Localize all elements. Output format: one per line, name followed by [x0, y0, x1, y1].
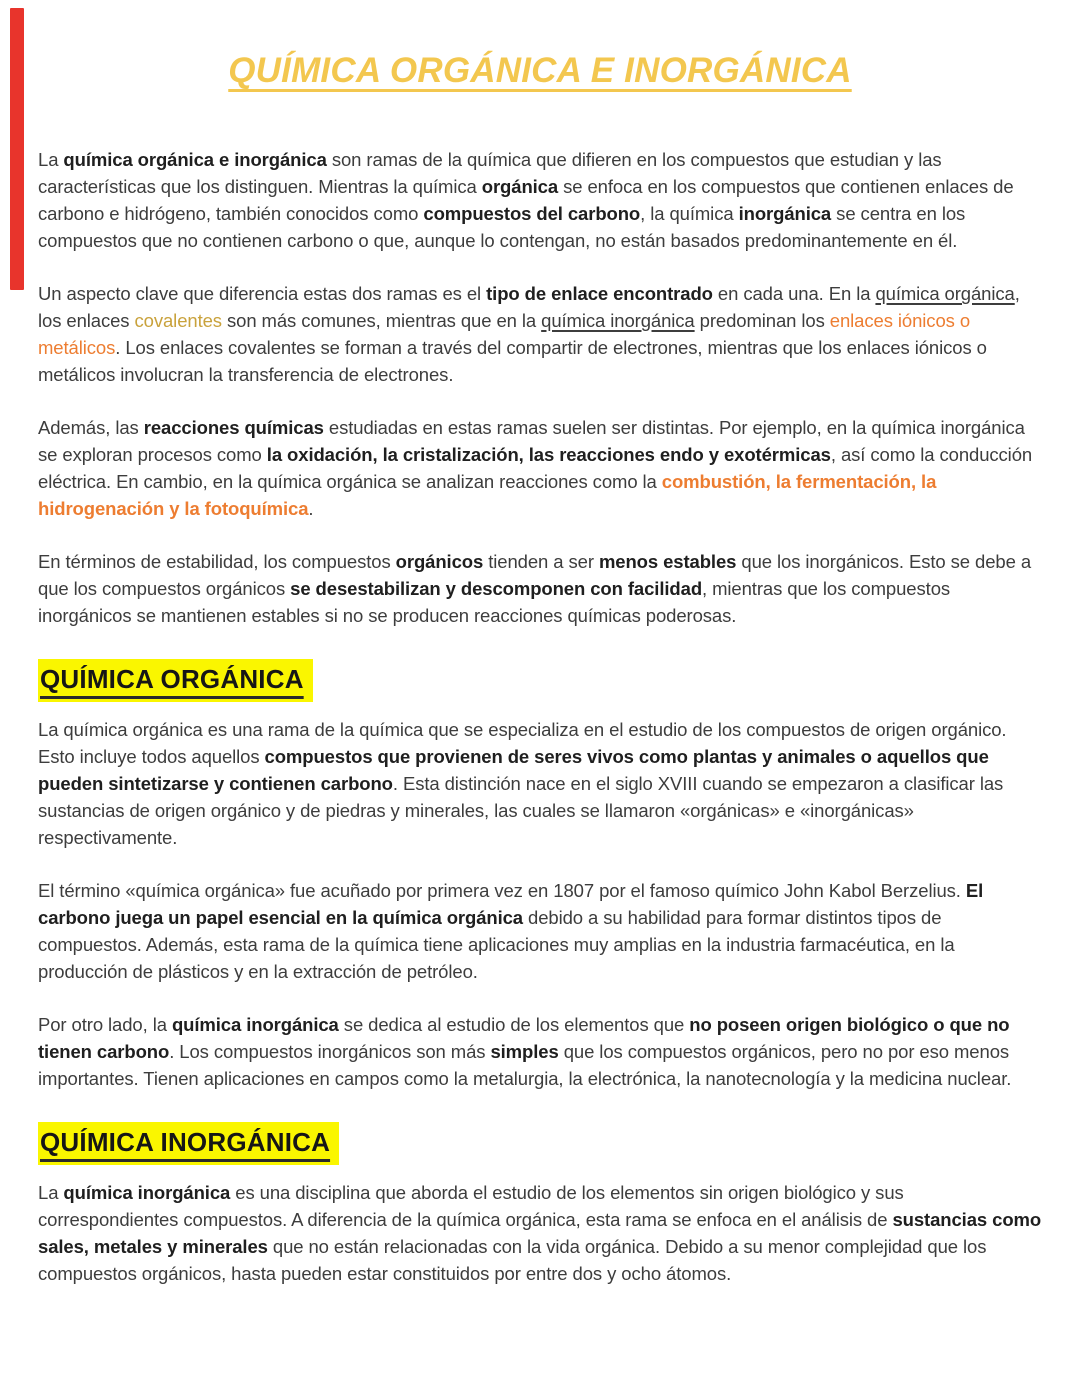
text-run: , así como la conducción eléctrica. En cambio, en la química orgánica se analizan reacciones como la [38, 444, 1033, 492]
text-run: . Los enlaces covalentes se forman a través del compartir de electrones, mientras que los enlaces iónicos o metálicos involucran la transferencia de electrones. [38, 337, 987, 385]
text-run: química inorgánica [63, 1182, 231, 1203]
text-run: que los compuestos orgánicos, pero no por eso menos importantes. Tienen aplicaciones en campos como la metalurgia, la electrónica, la nanotecnología y la medicina nuclear. [38, 1041, 1012, 1089]
paragraph-tipo-enlace [38, 280, 1042, 388]
text-run: en cada una. En la [712, 283, 876, 304]
text-run: debido a su habilidad para formar distintos tipos de compuestos. Además, esta rama de la química tiene aplicaciones muy amplias en la industria farmacéutica, en la producción de plásticos y en la extracción de petróleo. [38, 907, 955, 982]
text-run: Además, las [38, 417, 144, 438]
text-run: compuestos que provienen de seres vivos como plantas y animales o aquellos que pueden sintetizarse y contienen carbono [38, 746, 989, 794]
text-run: se desestabilizan y descomponen con facilidad [290, 578, 703, 599]
text-run: . [308, 498, 314, 519]
text-run: es una disciplina que aborda el estudio de los elementos sin origen biológico y sus correspondientes compuestos. A diferencia de la química orgánica, esta rama se enfoca en el análisis de [38, 1182, 904, 1230]
text-run: que no están relacionadas con la vida orgánica. Debido a su menor complejidad que los compuestos orgánicos, hasta pueden estar constituidos por entre dos y ocho átomos. [38, 1236, 987, 1284]
text-run: La química orgánica es una rama de la química que se especializa en el estudio de los compuestos de origen orgánico. Esto incluye todos aquellos [38, 719, 1007, 767]
section-heading-quimica-inorganica-text: QUÍMICA INORGÁNICA [38, 1122, 339, 1165]
text-run: tipo de enlace encontrado [486, 283, 713, 304]
text-run: enlaces iónicos o metálicos [38, 310, 971, 358]
paragraph-intro [38, 146, 1042, 254]
text-run: El carbono juega un papel esencial en la química orgánica [38, 880, 984, 928]
text-run: orgánica [481, 176, 559, 197]
text-run: química inorgánica [541, 310, 695, 331]
text-run: la oxidación, la cristalización, las reacciones endo y exotérmicas [266, 444, 831, 465]
text-run: son más comunes, mientras que en la [221, 310, 542, 331]
paragraph-organica-definicion [38, 716, 1042, 851]
paragraph-reacciones [38, 414, 1042, 522]
text-run: menos estables [598, 551, 737, 572]
text-run: combustión, la fermentación, la hidrogenación y la fotoquímica [38, 471, 937, 519]
paragraph-inorganica-resumen [38, 1011, 1042, 1092]
text-run: compuestos del carbono [423, 203, 641, 224]
text-run: simples [490, 1041, 559, 1062]
text-run: se centra en los compuestos que no contienen carbono o que, aunque lo contengan, no están basados predominantemente en él. [38, 203, 966, 251]
section-heading-quimica-organica [38, 659, 1042, 702]
text-run: . Esta distinción nace en el siglo XVIII cuando se empezaron a clasificar las sustancias de origen orgánico y de piedras y minerales, las cuales se llamaron «orgánicas» e «inorgánicas» respectivamente. [38, 773, 1004, 848]
text-run: son ramas de la química que difieren en los compuestos que estudian y las características que los distinguen. Mientras la química [38, 149, 942, 197]
text-run: sustancias como sales, metales y minerales [38, 1209, 1042, 1257]
text-run: reacciones químicas [143, 417, 324, 438]
document-title: QUÍMICA ORGÁNICA E INORGÁNICA [228, 51, 852, 90]
text-run: El término «química orgánica» fue acuñado por primera vez en 1807 por el famoso químico John Kabol Berzelius. [38, 880, 966, 901]
text-run: estudiadas en estas ramas suelen ser distintas. Por ejemplo, en la química inorgánica se exploran procesos como [38, 417, 1025, 465]
text-run: Un aspecto clave que diferencia estas dos ramas es el [38, 283, 487, 304]
text-run: tienden a ser [483, 551, 599, 572]
text-run: covalentes [134, 310, 222, 331]
text-run: predominan los [694, 310, 830, 331]
text-run: , los enlaces [38, 283, 1020, 331]
text-run: se dedica al estudio de los elementos que [338, 1014, 690, 1035]
text-run: , mientras que los compuestos inorgánicos se mantienen estables si no se producen reacciones químicas poderosas. [38, 578, 951, 626]
red-marker-bar [10, 8, 24, 290]
paragraph-inorganica-definicion [38, 1179, 1042, 1287]
text-run: se enfoca en los compuestos que contienen enlaces de carbono e hidrógeno, también conocidos como [38, 176, 1014, 224]
text-run: La [38, 1182, 64, 1203]
text-run: no poseen origen biológico o que no tienen carbono [38, 1014, 1010, 1062]
section-heading-quimica-inorganica [38, 1122, 1042, 1165]
text-run: que los inorgánicos. Esto se debe a que los compuestos orgánicos [38, 551, 1032, 599]
text-run: orgánicos [395, 551, 484, 572]
text-run: química inorgánica [171, 1014, 339, 1035]
paragraph-organica-historia [38, 877, 1042, 985]
text-run: química orgánica e inorgánica [63, 149, 327, 170]
document-content [38, 146, 1042, 1287]
text-run: inorgánica [738, 203, 832, 224]
text-run: química orgánica [875, 283, 1015, 304]
paragraph-estabilidad [38, 548, 1042, 629]
text-run: . Los compuestos inorgánicos son más [169, 1041, 491, 1062]
text-run: Por otro lado, la [38, 1014, 172, 1035]
text-run: En términos de estabilidad, los compuestos [38, 551, 396, 572]
text-run: , la química [640, 203, 739, 224]
section-heading-quimica-organica-text: QUÍMICA ORGÁNICA [38, 659, 313, 702]
text-run: La [38, 149, 64, 170]
